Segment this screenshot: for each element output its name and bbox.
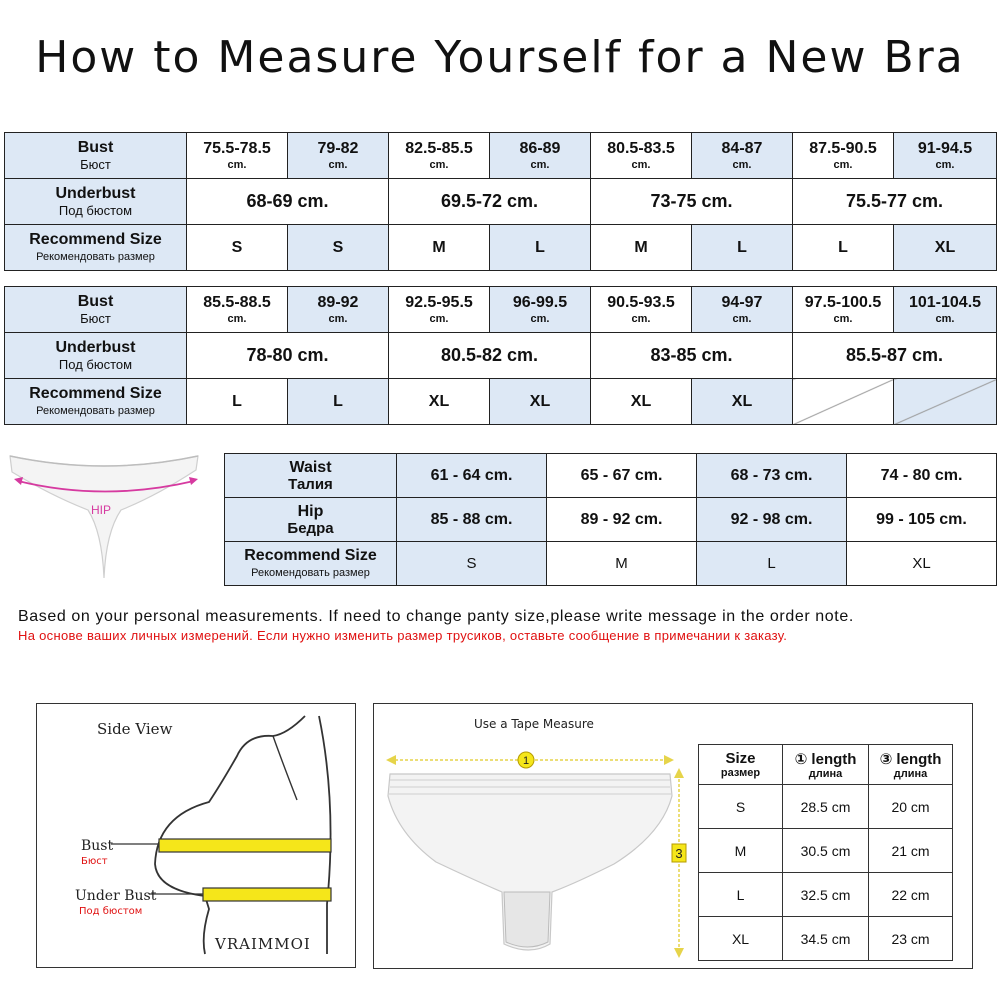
table-row xyxy=(699,829,953,873)
tape-measure-panel xyxy=(373,703,973,969)
bust-range-cell: 82.5-85.5 cm. xyxy=(389,133,490,179)
size-cell: XL xyxy=(894,225,997,271)
size-cell: XL xyxy=(389,379,490,425)
empty-size-cell xyxy=(793,379,894,425)
size-cell: XL xyxy=(490,379,591,425)
size-cell: S xyxy=(187,225,288,271)
size-cell: M xyxy=(547,542,697,586)
size-header: Size размер xyxy=(699,745,783,785)
hip-label: HIP xyxy=(91,503,112,517)
hip-range-cell: 85 - 88 cm. xyxy=(397,498,547,542)
panty-hip-illustration xyxy=(6,450,202,585)
bust-range-cell: 96-99.5 cm. xyxy=(490,287,591,333)
panty-measure-illustration xyxy=(374,704,694,968)
underbust-label: Underbust Под бюстом xyxy=(5,179,187,225)
hip-range-cell: 92 - 98 cm. xyxy=(697,498,847,542)
bust-range-cell: 101-104.5 cm. xyxy=(894,287,997,333)
bust-range-cell: 85.5-88.5 cm. xyxy=(187,287,288,333)
underbust-range-cell: 68-69 cm. xyxy=(187,179,389,225)
size-cell: XL xyxy=(699,917,783,961)
size-cell: M xyxy=(699,829,783,873)
length-3-cell: 21 cm xyxy=(869,829,953,873)
underbust-range-cell: 69.5-72 cm. xyxy=(389,179,591,225)
bust-pointer-label-ru: Бюст xyxy=(81,856,108,867)
size-cell: L xyxy=(699,873,783,917)
length-1-cell: 32.5 cm xyxy=(783,873,869,917)
hip-label-cell: Hip Бедра xyxy=(225,498,397,542)
size-cell: M xyxy=(591,225,692,271)
recommend-size-label: Recommend Size Рекомендовать размер xyxy=(225,542,397,586)
waist-label: Waist Талия xyxy=(225,454,397,498)
size-cell: XL xyxy=(591,379,692,425)
side-view-panel xyxy=(36,703,356,968)
size-cell: XL xyxy=(847,542,997,586)
length-3-cell: 22 cm xyxy=(869,873,953,917)
length-3-cell: 23 cm xyxy=(869,917,953,961)
size-cell: L xyxy=(692,225,793,271)
note-russian: На основе ваших личных измерений. Если нужно изменить размер трусиков, оставьте сообщение в примечании к заказу. xyxy=(18,628,788,643)
recommend-size-label: Recommend Size Рекомендовать размер xyxy=(5,379,187,425)
waist-range-cell: 68 - 73 cm. xyxy=(697,454,847,498)
bust-pointer-label: Bust xyxy=(81,838,114,854)
table-row xyxy=(699,873,953,917)
underbust-label: Underbust Под бюстом xyxy=(5,333,187,379)
bust-range-cell: 84-87 cm. xyxy=(692,133,793,179)
hip-range-cell: 89 - 92 cm. xyxy=(547,498,697,542)
bust-range-cell: 86-89 cm. xyxy=(490,133,591,179)
bust-range-cell: 80.5-83.5 cm. xyxy=(591,133,692,179)
page-title: How to Measure Yourself for a New Bra xyxy=(35,32,965,83)
side-view-title: Side View xyxy=(97,720,173,738)
waist-range-cell: 74 - 80 cm. xyxy=(847,454,997,498)
underbust-range-cell: 80.5-82 cm. xyxy=(389,333,591,379)
panty-size-table xyxy=(224,453,997,586)
bust-range-cell: 90.5-93.5 cm. xyxy=(591,287,692,333)
underbust-range-cell: 73-75 cm. xyxy=(591,179,793,225)
bust-range-cell: 92.5-95.5 cm. xyxy=(389,287,490,333)
bust-range-cell: 94-97 cm. xyxy=(692,287,793,333)
size-cell: S xyxy=(288,225,389,271)
panty-length-table xyxy=(698,744,953,961)
size-cell: L xyxy=(187,379,288,425)
bust-range-cell: 91-94.5 cm. xyxy=(894,133,997,179)
marker-1: 1 xyxy=(522,755,530,767)
size-cell: S xyxy=(397,542,547,586)
bust-range-cell: 87.5-90.5 cm. xyxy=(793,133,894,179)
empty-size-cell xyxy=(894,379,997,425)
length-1-cell: 28.5 cm xyxy=(783,785,869,829)
note-english: Based on your personal measurements. If need to change panty size,please write message in the order note. xyxy=(18,608,854,625)
side-view-illustration xyxy=(37,704,355,967)
size-cell: L xyxy=(697,542,847,586)
bust-range-cell: 79-82 cm. xyxy=(288,133,389,179)
table-row xyxy=(699,917,953,961)
bust-range-cell: 89-92 cm. xyxy=(288,287,389,333)
underbust-range-cell: 78-80 cm. xyxy=(187,333,389,379)
table-row xyxy=(699,785,953,829)
marker-3: 3 xyxy=(675,846,683,861)
underbust-range-cell: 75.5-77 cm. xyxy=(793,179,997,225)
length-3-cell: 20 cm xyxy=(869,785,953,829)
underbust-pointer-label: Under Bust xyxy=(75,888,157,904)
size-cell: L xyxy=(288,379,389,425)
length-1-cell: 34.5 cm xyxy=(783,917,869,961)
brand-logo: VRAIMMOI xyxy=(215,935,311,953)
underbust-range-cell: 83-85 cm. xyxy=(591,333,793,379)
size-cell: XL xyxy=(692,379,793,425)
size-cell: M xyxy=(389,225,490,271)
bust-label: Bust Бюст xyxy=(5,287,187,333)
bra-size-table-1 xyxy=(4,132,997,271)
size-cell: S xyxy=(699,785,783,829)
recommend-size-label: Recommend Size Рекомендовать размер xyxy=(5,225,187,271)
hip-range-cell: 99 - 105 cm. xyxy=(847,498,997,542)
waist-range-cell: 65 - 67 cm. xyxy=(547,454,697,498)
bust-range-cell: 97.5-100.5 cm. xyxy=(793,287,894,333)
bust-range-cell: 75.5-78.5 cm. xyxy=(187,133,288,179)
size-cell: L xyxy=(490,225,591,271)
bra-size-table-2 xyxy=(4,286,997,425)
waist-range-cell: 61 - 64 cm. xyxy=(397,454,547,498)
length-1-header: ① length длина xyxy=(783,745,869,785)
length-3-header: ③ length длина xyxy=(869,745,953,785)
length-1-cell: 30.5 cm xyxy=(783,829,869,873)
underbust-pointer-label-ru: Под бюстом xyxy=(79,906,143,917)
tape-measure-title: Use a Tape Measure xyxy=(474,717,594,731)
size-cell: L xyxy=(793,225,894,271)
bust-label: Bust Бюст xyxy=(5,133,187,179)
underbust-range-cell: 85.5-87 cm. xyxy=(793,333,997,379)
